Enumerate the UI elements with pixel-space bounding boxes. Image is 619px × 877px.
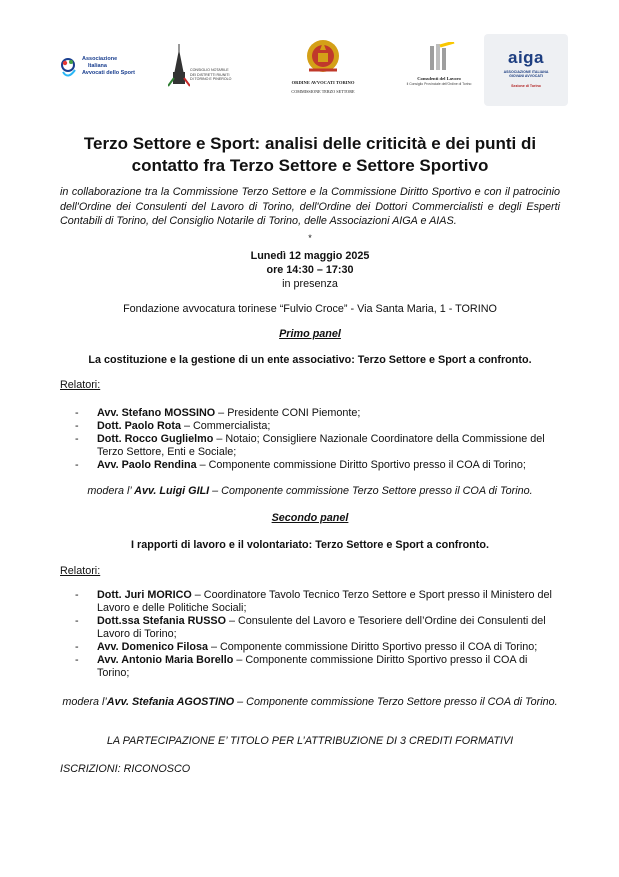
title-line2: contatto fra Terzo Settore e Settore Sportivo xyxy=(131,156,489,175)
credits-notice: LA PARTECIPAZIONE E’ TITOLO PER L’ATTRIBUZIONE DI 3 CREDITI FORMATIVI xyxy=(106,735,514,747)
list-item xyxy=(60,407,560,420)
moderator-name: Avv. Luigi GILI xyxy=(134,485,210,497)
ordine-sub: COMMISSIONE TERZO SETTORE xyxy=(291,89,355,94)
panel2-relatori-label: Relatori: xyxy=(60,565,101,577)
mole-antonelliana-icon xyxy=(168,42,190,88)
registration-notice: ISCRIZIONI: RICONOSCO xyxy=(60,763,191,775)
list-item xyxy=(60,641,560,654)
speaker-name: Avv. Antonio Maria Borello xyxy=(97,654,234,666)
notai-line1: CONSIGLIO NOTARILE xyxy=(190,68,229,72)
list-dash: - xyxy=(75,641,79,653)
consiglio-notarile-logo xyxy=(168,42,258,92)
speaker-role: – Coordinatore Tavolo Tecnico Terzo Settore e Sport presso il Ministero del Lavoro e delle Politiche Sociali; xyxy=(97,589,552,614)
speaker-name: Avv. Paolo Rendina xyxy=(97,459,197,471)
event-mode: in presenza xyxy=(282,278,338,290)
panel2-moderator xyxy=(60,696,560,709)
list-item xyxy=(60,589,560,615)
list-item xyxy=(60,654,560,680)
list-item xyxy=(60,420,560,433)
title-line1: Terzo Settore e Sport: analisi delle criticità e dei punti di xyxy=(83,134,537,153)
ordine-name: ORDINE AVVOCATI TORINO xyxy=(291,80,355,85)
speaker-role: – Componente commissione Diritto Sportivo presso il COA di Torino; xyxy=(196,459,526,471)
notai-line3: DI TORINO E PINEROLO xyxy=(190,77,232,82)
list-item xyxy=(60,433,560,459)
panel2-topic: I rapporti di lavoro e il volontariato: Terzo Settore e Sport a confronto. xyxy=(131,539,489,551)
panel1-speakers xyxy=(60,407,560,472)
aiga-name: aiga xyxy=(507,48,545,67)
list-item xyxy=(60,615,560,641)
aiga-section: Sezione di Torino xyxy=(511,84,541,88)
speaker-role: – Componente commissione Diritto Sportivo presso il COA di Torino; xyxy=(97,654,528,679)
list-dash: - xyxy=(75,615,79,627)
moderator-prefix: modera l’ xyxy=(87,485,135,497)
list-dash: - xyxy=(75,459,79,471)
aias-name-line2: Italiana xyxy=(88,63,107,69)
separator-star: * xyxy=(308,233,312,243)
speaker-name: Avv. Stefano MOSSINO xyxy=(97,407,216,419)
event-venue: Fondazione avvocatura torinese “Fulvio Croce” - Via Santa Maria, 1 - TORINO xyxy=(123,303,497,315)
aias-name-line1: Associazione xyxy=(82,56,118,62)
consulenti-lavoro-logo xyxy=(396,42,482,92)
list-item xyxy=(60,459,560,472)
speaker-role: – Presidente CONI Piemonte; xyxy=(215,407,361,419)
aias-logo xyxy=(58,56,138,86)
list-dash: - xyxy=(75,654,79,666)
aiga-sub-line2: GIOVANI AVVOCATI xyxy=(509,74,543,79)
aias-emblem-icon xyxy=(58,56,82,82)
speaker-name: Avv. Domenico Filosa xyxy=(97,641,208,653)
panel2-speakers xyxy=(60,589,560,680)
aiga-sub xyxy=(484,70,568,79)
speaker-name: Dott. Paolo Rota xyxy=(97,420,181,432)
moderator-name: Avv. Stefania AGOSTINO xyxy=(106,696,235,708)
panel1-relatori-label: Relatori: xyxy=(60,379,101,391)
aiga-logo xyxy=(484,34,568,106)
speaker-name: Dott. Juri MORICO xyxy=(97,589,192,601)
consulenti-sub: Il Consiglio Provinciale dell'Ordine di Torino xyxy=(406,82,472,86)
list-dash: - xyxy=(75,589,79,601)
moderator-prefix: modera l’ xyxy=(62,696,107,708)
logo-bar xyxy=(58,36,568,116)
speaker-role: – Componente commissione Diritto Sportivo presso il COA di Torino; xyxy=(208,641,538,653)
intro-paragraph: in collaborazione tra la Commissione Terzo Settore e la Commissione Diritto Sportivo e con il patrocinio dell'Ordine dei Consulenti del Lavoro di Torino, dell'Ordine dei Dottori Commercialisti e degli Esperti Contabili di Torino, del Consiglio Notarile di Torino, delle Associazioni AIGA e AIAS. xyxy=(60,186,560,227)
moderator-role: – Componente commissione Terzo Settore presso il COA di Torino. xyxy=(209,485,533,497)
page-title xyxy=(40,133,580,177)
speaker-name: Dott. Rocco Guglielmo xyxy=(97,433,214,445)
panel1-moderator xyxy=(40,485,580,497)
speaker-name: Dott.ssa Stefania RUSSO xyxy=(97,615,226,627)
panel2-heading: Secondo panel xyxy=(271,512,349,524)
ordine-avvocati-logo xyxy=(282,36,364,98)
list-dash: - xyxy=(75,420,79,432)
ordine-crest-icon xyxy=(282,36,364,78)
moderator-role: – Componente commissione Terzo Settore presso il COA di Torino. xyxy=(234,696,558,708)
speaker-role: – Commercialista; xyxy=(180,420,271,432)
panel1-topic: La costituzione e la gestione di un ente associativo: Terzo Settore e Sport a confronto. xyxy=(88,354,532,366)
aias-name-line3: Avvocati dello Sport xyxy=(82,70,135,76)
speaker-role: – Consulente del Lavoro e Tesoriere dell’Ordine dei Consulenti del Lavoro di Torino; xyxy=(97,615,546,640)
notai-line2: DEI DISTRETTI RIUNITI xyxy=(190,72,230,77)
event-date: Lunedì 12 maggio 2025 xyxy=(250,250,370,262)
event-time: ore 14:30 – 17:30 xyxy=(266,264,354,276)
list-dash: - xyxy=(75,407,79,419)
panel1-heading: Primo panel xyxy=(279,328,341,340)
consulenti-name: Consulenti del Lavoro xyxy=(417,76,461,81)
consulenti-emblem-icon xyxy=(396,42,482,74)
aiga-sub-line1: ASSOCIAZIONE ITALIANA xyxy=(503,70,549,74)
speaker-role: – Notaio; Consigliere Nazionale Coordinatore della Commissione del Terzo Settore, Enti e Sociale; xyxy=(97,433,545,458)
list-dash: - xyxy=(75,433,79,445)
